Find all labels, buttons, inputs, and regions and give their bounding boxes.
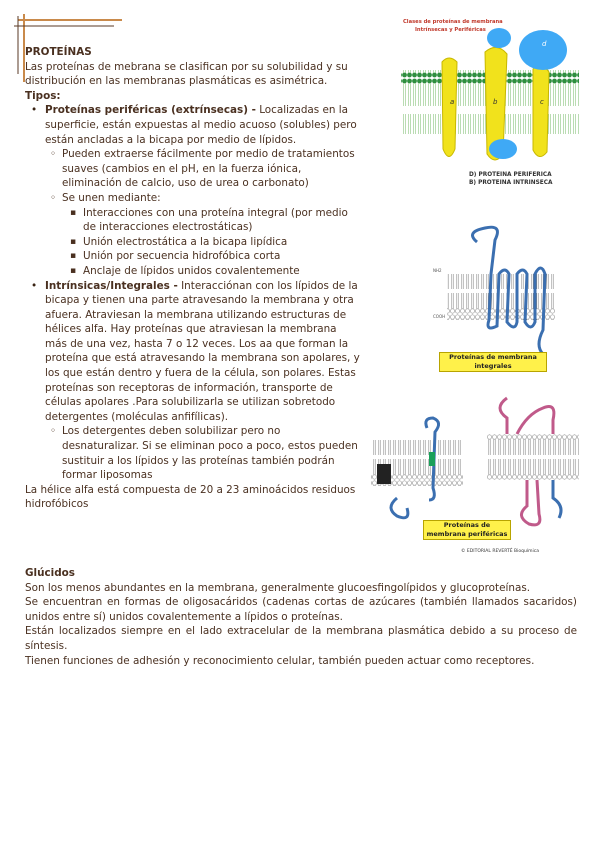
proteinas-intro: Las proteínas de mebrana se clasifican por su solubilidad y su distribución en las membranas plasmáticas es asimétrica. bbox=[25, 60, 348, 88]
glucidos-p1: Son los menos abundantes en la membrana, generalmente glucoesfingolípidos y glucoproteínas. bbox=[25, 581, 531, 594]
union-item: ▪ Unión por secuencia hidrofóbica corta bbox=[25, 249, 360, 264]
legend-intrinseca: B) PROTEINA INTRINSECA bbox=[469, 180, 553, 186]
peripheral-chain-blue bbox=[553, 480, 561, 518]
hydrophobic-segment bbox=[377, 464, 391, 484]
peripheral-caption: Proteínas de membrana periféricas bbox=[423, 520, 511, 540]
peripheral-chain-top bbox=[500, 398, 554, 434]
glucidos-p4: Tienen funciones de adhesión y reconocimiento celular, también pueden actuar como receptores. bbox=[25, 654, 535, 667]
green-segment bbox=[429, 452, 435, 466]
integral-proteins-figure bbox=[425, 222, 560, 380]
union-item: ▪ Unión electrostática a la bicapa lipídica bbox=[25, 235, 360, 250]
union-item: ▪ Interacciones con una proteína integral (por medio de interacciones electrostáticas) bbox=[25, 206, 360, 235]
integrales-text: Interacciónan con los lípidos de la bicapa y tienen una parte atravesando la membrana y otra afuera. Atraviesan la membrana utilizando estructuras de hélices alfa. Hay proteínas que atraviesan la membrana más de una vez, hasta 7 o 12 veces. Los aa que forman la proteína que está atravesando la membrana son apolares, y los que están dentro y fuera de la célula, son polares. Estas proteínas son receptoras de información, transporte de células apolares .Para solubilizarla se utilizan sobretodo detergentes (moléculas anfifílicas). bbox=[45, 279, 360, 423]
membrane-proteins-figure bbox=[397, 14, 582, 194]
cooh-label: COOH bbox=[433, 314, 446, 319]
perifericas-sub1: ◦ Pueden extraerse fácilmente por medio de tratamientos suaves (cambios en el pH, en la fuerza iónica, eliminación de calcio, uso de urea o carbonato) bbox=[25, 147, 360, 191]
integrales-label: Intrínsicas/Integrales - bbox=[45, 279, 178, 292]
legend-periferica: D) PROTEINA PERIFERICA bbox=[469, 172, 552, 178]
figure1-title-line2: Intrínsecas y Periféricas bbox=[415, 27, 486, 33]
peripheral-proteins-figure bbox=[367, 388, 585, 556]
tipos-label: Tipos: bbox=[25, 89, 61, 102]
integral-protein-c bbox=[533, 66, 549, 156]
peripheral-protein-top bbox=[487, 28, 511, 48]
peripheral-protein-bottom bbox=[489, 139, 517, 159]
proteinas-title: PROTEÍNAS bbox=[25, 46, 92, 58]
integrales-item bbox=[25, 279, 360, 425]
protein-letter-c: c bbox=[540, 98, 544, 106]
integrales-sub1: ◦ Los detergentes deben solubilizar pero no desnaturalizar. Si se eliminan poco a poco, estos pueden sustituir a los lípidos y las proteínas también podrán formar liposomas bbox=[25, 424, 360, 482]
lipid-bilayer-2 bbox=[447, 274, 555, 320]
integral-caption: Proteínas de membrana integrales bbox=[439, 352, 547, 372]
glucidos-title: Glúcidos bbox=[25, 567, 75, 579]
glucidos-section bbox=[25, 566, 577, 668]
perifericas-label: Proteínas periféricas (extrínsecas) - bbox=[45, 104, 256, 117]
peripheral-chain-bottom bbox=[521, 480, 539, 525]
helix-note: La hélice alfa está compuesta de 20 a 23 aminoácidos residuos hidrofóbicos bbox=[25, 483, 356, 511]
perifericas-item bbox=[25, 103, 360, 147]
glucidos-p3: Están localizados siempre en el lado extracelular de la membrana plasmática debido a su proceso de síntesis. bbox=[25, 625, 577, 652]
nh2-label: NH2 bbox=[433, 268, 442, 273]
peripheral-protein-d bbox=[519, 30, 567, 70]
protein-letter-b: b bbox=[493, 98, 498, 106]
membrane-diagram bbox=[397, 14, 582, 194]
perifericas-text: Localizadas en la superficie, están expuestas al medio acuoso (solubles) pero están ancladas a la bicapa por medio de lípidos. bbox=[45, 104, 357, 146]
union-item: ▪ Anclaje de lípidos unidos covalentemente bbox=[25, 264, 360, 279]
protein-letter-a: a bbox=[450, 98, 455, 106]
perifericas-sub2: ◦ Se unen mediante: bbox=[25, 191, 360, 206]
figure1-title-line1: Clases de proteínas de membrana bbox=[403, 19, 503, 25]
protein-letter-d: d bbox=[542, 40, 547, 48]
figure3-credit: © EDITORIAL REVERTÉ Bioquímica bbox=[461, 549, 539, 554]
glucidos-p2: Se encuentran en formas de oligosacáridos (cadenas cortas de azúcares (también llamados sacaridos) unidos entre sí) unidos covalentemente a lípidos o proteínas. bbox=[25, 596, 577, 623]
figure1-legend bbox=[469, 171, 552, 187]
proteinas-section bbox=[25, 45, 360, 512]
integral-protein-a bbox=[442, 58, 457, 157]
lipid-bilayer-3b bbox=[487, 434, 579, 480]
peripheral-loop bbox=[391, 498, 408, 518]
